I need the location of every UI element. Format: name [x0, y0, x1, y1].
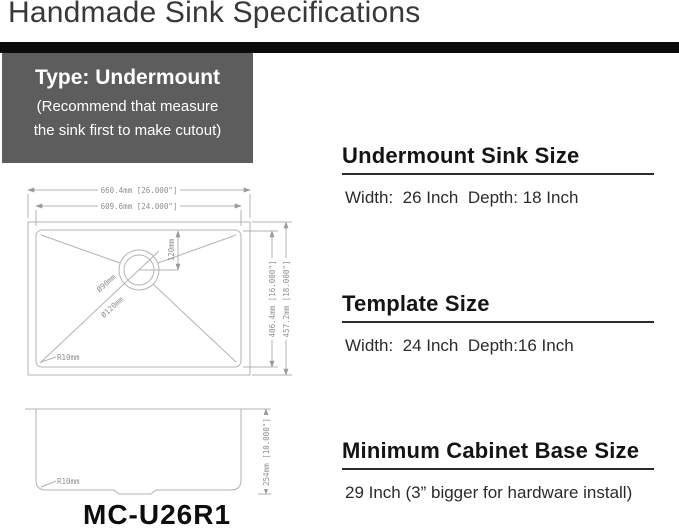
template-size-detail: Width: 24 Inch Depth:16 Inch: [345, 336, 574, 355]
heading-underline: [342, 173, 654, 175]
model-number: MC-U26R1: [83, 499, 232, 529]
type-box: [2, 53, 253, 163]
template-size-heading: Template Size: [342, 291, 490, 316]
undermount-sink-size-detail: Width: 26 Inch Depth: 18 Inch: [345, 188, 579, 207]
drain-outer-diameter-label: Ø120mm: [99, 294, 126, 320]
cabinet-base-size-detail: 29 Inch (3” bigger for hardware install): [345, 483, 633, 502]
type-note-line2: the sink first to make cutout): [33, 122, 222, 139]
cabinet-base-size-heading: Minimum Cabinet Base Size: [342, 438, 640, 463]
dim-inner-width-label: 609.6mm [24.000"]: [100, 202, 178, 211]
dim-side-depth-label: 254mm [10.000"]: [262, 418, 271, 486]
diagonal-top-left: [41, 235, 120, 263]
dim-outer-width-label: 660.4mm [26.000"]: [100, 186, 178, 195]
sink-bowl-edge: [36, 230, 241, 367]
section-template-size: [342, 291, 654, 356]
heading-underline: [342, 468, 654, 470]
corner-radius-side-label: R10mm: [57, 477, 80, 486]
diagonal-bottom-right: [153, 284, 236, 362]
page-title: Handmade Sink Specifications: [8, 0, 421, 29]
section-minimum-cabinet-base-size: [342, 438, 654, 503]
drain-inner-diameter-label: Ø90mm: [94, 272, 118, 295]
radius-leader-line: [41, 481, 56, 487]
type-note-line1: (Recommend that measure: [36, 98, 219, 115]
section-undermount-sink-size: [342, 143, 654, 208]
dim-inner-depth-label: 406.4mm [16.000"]: [268, 260, 277, 338]
heading-underline: [342, 321, 654, 323]
corner-radius-top-label: R10mm: [57, 353, 80, 362]
type-title: Type: Undermount: [34, 66, 221, 89]
sink-technical-drawing: [0, 172, 320, 529]
undermount-sink-size-heading: Undermount Sink Size: [342, 143, 580, 168]
dim-outer-depth-label: 457.2mm [18.000"]: [282, 260, 291, 338]
dim-drain-offset-label: 120mm: [167, 238, 176, 262]
diagonal-bottom-left-drain-leader: [40, 251, 159, 363]
divider-bar: [0, 42, 679, 53]
